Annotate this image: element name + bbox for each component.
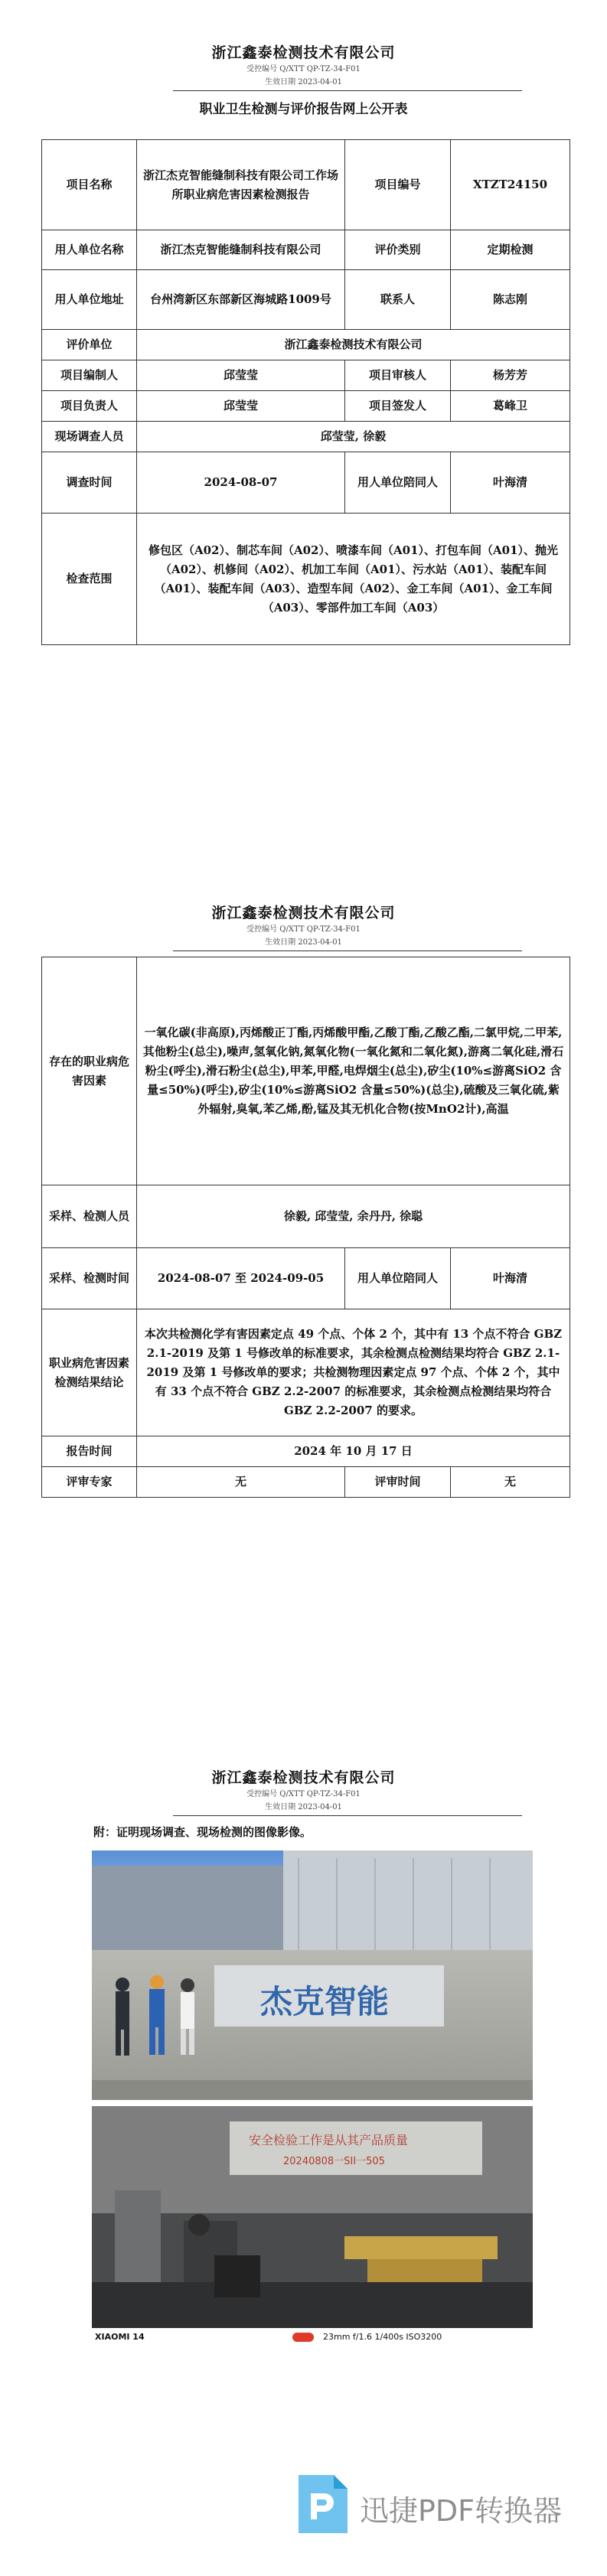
inspection-scope: 修包区（A02）、制芯车间（A02）、喷漆车间（A01）、打包车间（A01）、抛光（A02）、机修间（A02）、机加工车间（A01）、污水站（A01）、装配车间（A01）、装配车间（A03）、造型车间（A02）、金工车间（A01）、金工车间（A03）、零部件加工车间（A03） <box>137 514 570 645</box>
sampling-time: 2024-08-07 至 2024-09-05 <box>137 1248 345 1309</box>
project-name-label: 项目名称 <box>42 140 137 230</box>
watermark-text: 迅捷PDF转换器 <box>360 2494 563 2528</box>
page1-header <box>0 41 607 88</box>
reviewer: 杨芳芳 <box>451 360 570 391</box>
sampling-staff-label: 采样、检测人员 <box>42 1185 137 1248</box>
effective-date: 生效日期 2023-04-01 <box>265 78 342 86</box>
compiler: 邱莹莹 <box>137 360 345 391</box>
address-label: 用人单位地址 <box>42 270 137 330</box>
reviewer-label: 项目审核人 <box>345 360 451 391</box>
address: 台州湾新区东部新区海城路1009号 <box>137 270 345 330</box>
contact: 陈志刚 <box>451 270 570 330</box>
accompany: 叶海清 <box>451 452 570 514</box>
signer-label: 项目签发人 <box>345 391 451 422</box>
investigator-label: 现场调查人员 <box>42 422 137 452</box>
header-divider <box>173 1815 522 1816</box>
eval-time-label: 评审时间 <box>345 1467 451 1498</box>
report-time: 2024 年 10 月 17 日 <box>137 1436 570 1467</box>
leader: 邱莹莹 <box>137 391 345 422</box>
pdf-converter-logo-icon <box>291 2472 351 2536</box>
header-divider <box>173 90 522 91</box>
effective-date: 生效日期 2023-04-01 <box>265 1803 342 1811</box>
test-conclusion: 本次共检测化学有害因素定点 49 个点、个体 2 个，其中有 13 个点不符合 GBZ 2.1-2019 及第 1 号修改单的标准要求，其余检测点检测结果均符合 GBZ 2.1-2019 及第 1 号修改单的要求；共检测物理因素定点 97 个点、个体 2 个，其中有 33 个点不符合 GBZ 2.2-2007 的标准要求，其余检测点检测结果均符合 GBZ 2.2-2007 的要求。 <box>137 1309 570 1436</box>
page3-header <box>0 1766 607 1813</box>
eval-unit: 浙江鑫泰检测技术有限公司 <box>137 330 570 360</box>
accompany-label-2: 用人单位陪同人 <box>345 1248 451 1309</box>
pdf-converter-watermark <box>291 2472 566 2541</box>
sampling-time-label: 采样、检测时间 <box>42 1248 137 1309</box>
appendix-note: 附：证明现场调查、现场检测的图像影像。 <box>93 1825 312 1839</box>
survey-time: 2024-08-07 <box>137 452 345 514</box>
report-time-label: 报告时间 <box>42 1436 137 1467</box>
signer: 葛峰卫 <box>451 391 570 422</box>
conclusion-label: 职业病危害因素检测结果结论 <box>42 1309 137 1436</box>
eval-type: 定期检测 <box>451 230 570 270</box>
investigators: 邱莹莹, 徐毅 <box>137 422 570 452</box>
report-info-table <box>41 139 570 645</box>
compiler-label: 项目编制人 <box>42 360 137 391</box>
effective-date: 生效日期 2023-04-01 <box>265 938 342 947</box>
camera-params: 23mm f/1.6 1/400s ISO3200 <box>323 2332 442 2342</box>
sampling-staff: 徐毅, 邱莹莹, 余丹丹, 徐聪 <box>137 1185 570 1248</box>
eval-unit-label: 评价单位 <box>42 330 137 360</box>
accompany-2: 叶海清 <box>451 1248 570 1309</box>
eval-type-label: 评价类别 <box>345 230 451 270</box>
accompany-label: 用人单位陪同人 <box>345 452 451 514</box>
control-number: 受控编号 Q/XTT QP-TZ-34-F01 <box>246 925 361 934</box>
project-no-label: 项目编号 <box>345 140 451 230</box>
site-photo-workshop <box>92 2106 533 2328</box>
leader-label: 项目负责人 <box>42 391 137 422</box>
expert: 无 <box>137 1467 345 1498</box>
company-name: 浙江鑫泰检测技术有限公司 <box>211 905 396 921</box>
hazard-factors: 一氧化碳(非高原),丙烯酸正丁酯,丙烯酸甲酯,乙酸丁酯,乙酸乙酯,二氯甲烷,二甲苯,其他粉尘(总尘),噪声,氢氧化钠,氮氧化物(一氧化氮和二氧化氮),游离二氧化硅,滑石粉尘(呼尘),滑石粉尘(总尘),甲苯,甲醛,电焊烟尘(总尘),矽尘(10%≤游离SiO2 含量≤50%)(呼尘),矽尘(10%≤游离SiO2 含量≤50%)(总尘),硫酸及三氧化硫,紫外辐射,臭氧,苯乙烯,酚,锰及其无机化合物(按MnO2计),高温 <box>137 957 570 1185</box>
scope-label: 检查范围 <box>42 514 137 645</box>
company-name: 浙江鑫泰检测技术有限公司 <box>211 44 396 61</box>
camera-info-strip <box>92 2330 533 2346</box>
control-number: 受控编号 Q/XTT QP-TZ-34-F01 <box>246 65 361 73</box>
workshop-banner-text: 安全检验工作是从其产品质量 <box>249 2133 409 2147</box>
survey-time-label: 调查时间 <box>42 452 137 514</box>
hazards-label: 存在的职业病危害因素 <box>42 957 137 1185</box>
workshop-banner-text-2: 20240808一SII一505 <box>283 2156 385 2167</box>
hazard-results-table <box>41 957 570 1498</box>
employer-label: 用人单位名称 <box>42 230 137 270</box>
entrance-sign-text: 杰克智能 <box>260 1983 390 2020</box>
company-name: 浙江鑫泰检测技术有限公司 <box>211 1769 396 1786</box>
contact-label: 联系人 <box>345 270 451 330</box>
document-title: 职业卫生检测与评价报告网上公开表 <box>199 102 408 117</box>
eval-time: 无 <box>451 1467 570 1498</box>
leica-badge-icon <box>292 2333 314 2342</box>
employer: 浙江杰克智能缝制科技有限公司 <box>137 230 345 270</box>
control-number: 受控编号 Q/XTT QP-TZ-34-F01 <box>246 1790 361 1798</box>
expert-label: 评审专家 <box>42 1467 137 1498</box>
page2-header <box>0 902 607 948</box>
project-name: 浙江杰克智能缝制科技有限公司工作场所职业病危害因素检测报告 <box>137 140 345 230</box>
site-photo-entrance <box>92 1850 533 2100</box>
project-no: XTZT24150 <box>451 140 570 230</box>
camera-model: XIAOMI 14 <box>95 2332 145 2342</box>
